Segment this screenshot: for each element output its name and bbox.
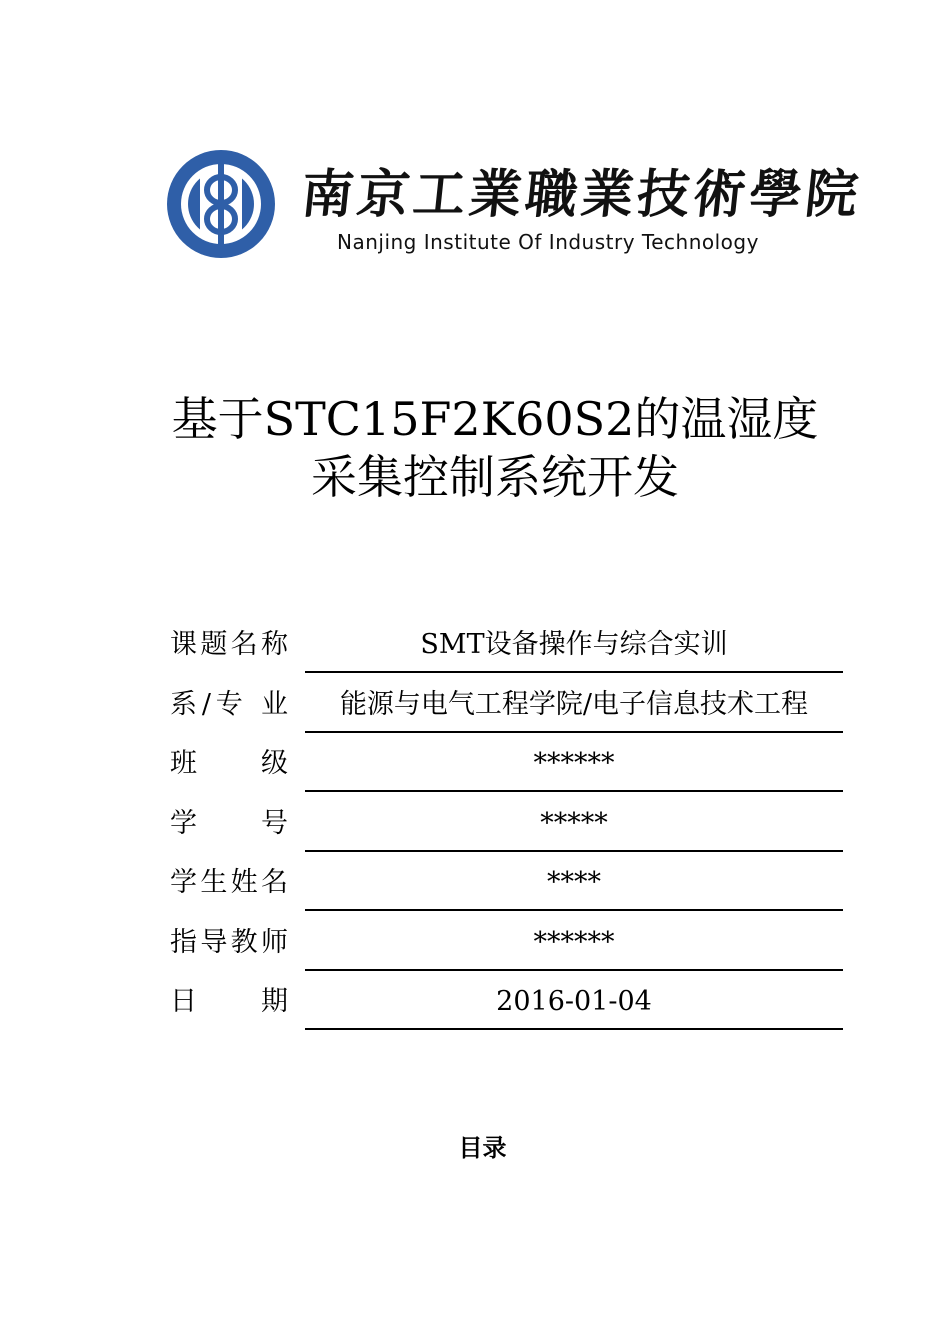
info-label: 日 期 [170, 986, 288, 1017]
info-row-student-name [170, 855, 843, 915]
info-value: 能源与电气工程学院/电子信息技术工程 [305, 685, 843, 733]
school-name-cn: 南京工業職業技術學院 [298, 164, 865, 225]
school-name-en: Nanjing Institute Of Industry Technology [337, 230, 759, 254]
info-label: 学 号 [170, 807, 288, 839]
info-value: ****** [305, 744, 843, 792]
info-row-department [170, 677, 843, 737]
info-row-student-id [170, 796, 843, 856]
info-label: 学生姓名 [170, 867, 288, 898]
document-title-line-1: 基于STC15F2K60S2的温湿度 [171, 392, 819, 446]
info-value: SMT设备操作与综合实训 [305, 625, 843, 673]
info-row-class [170, 736, 843, 796]
info-label: 指导教师 [170, 926, 288, 958]
toc-heading: 目录 [458, 1134, 507, 1162]
info-label: 课题名称 [170, 629, 288, 660]
info-row-advisor [170, 915, 843, 975]
info-value: ***** [305, 804, 843, 852]
info-row-date [170, 974, 843, 1034]
info-value: **** [305, 863, 843, 911]
info-label: 系/专 业 [170, 688, 288, 720]
info-value: ****** [305, 923, 843, 971]
info-label: 班 级 [170, 748, 288, 779]
info-value: 2016-01-04 [305, 982, 843, 1030]
school-logo [162, 142, 865, 267]
document-title-line-2: 采集控制系统开发 [311, 450, 679, 504]
cover-info-table [170, 617, 843, 1034]
info-row-topic [170, 617, 843, 677]
school-emblem-icon [162, 142, 280, 267]
